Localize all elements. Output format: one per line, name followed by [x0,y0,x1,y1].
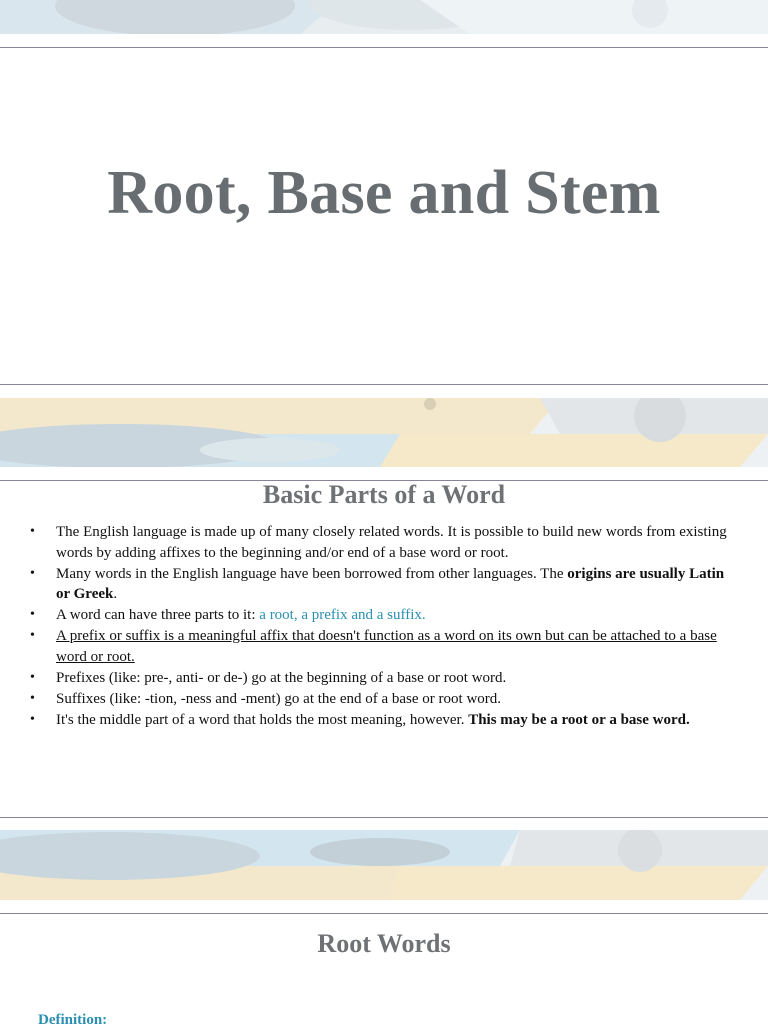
bullet-text: It's the middle part of a word that holds the most meaning, however. [56,711,469,728]
top-divider [0,47,768,48]
bullet-bold-text: origins are usually Latin or Greek [56,565,725,602]
list-item [30,689,730,710]
slide3-top-divider [0,913,768,914]
slide-title: Root, Base and Stem [107,159,661,227]
decorative-band-2 [0,830,768,900]
top-decorative-band [0,0,768,34]
list-item [30,605,730,626]
bullet-bold-text: This may be a root or a base word. [468,711,690,728]
list-item [30,522,730,563]
list-item [30,668,730,689]
bullet-list [30,522,730,731]
bullet-text: Prefixes (like: pre-, anti- or de-) go at the beginning of a base or root word. [56,669,507,686]
bullet-text: Many words in the English language have been borrowed from other languages. The [56,565,568,582]
bullet-accent-text: a root, a prefix and a suffix. [259,607,426,623]
list-item [30,626,730,667]
bullet-text: Suffixes (like: -tion, -ness and -ment) go at the end of a base or root word. [56,690,502,707]
bullet-underlined-text: A prefix or suffix is a meaningful affix that doesn't function as a word on its own but can be attached to a base word or root. [56,628,717,665]
section-heading-root-words: Root Words [317,929,451,958]
definition-label: Definition: [38,1012,108,1028]
slide2-bottom-divider [0,817,768,818]
slide1-bottom-divider [0,384,768,385]
bullet-text: A word can have three parts to it: [56,607,260,623]
bullet-text: The English language is made up of many closely related words. It is possible to build new words from existing words by adding affixes to the beginning and/or end of a base word or root. [56,524,727,561]
section-heading-basic-parts: Basic Parts of a Word [262,480,506,509]
decorative-band-1 [0,398,768,467]
list-item [30,564,730,605]
list-item [30,710,730,731]
bullet-tail: . [113,586,118,602]
